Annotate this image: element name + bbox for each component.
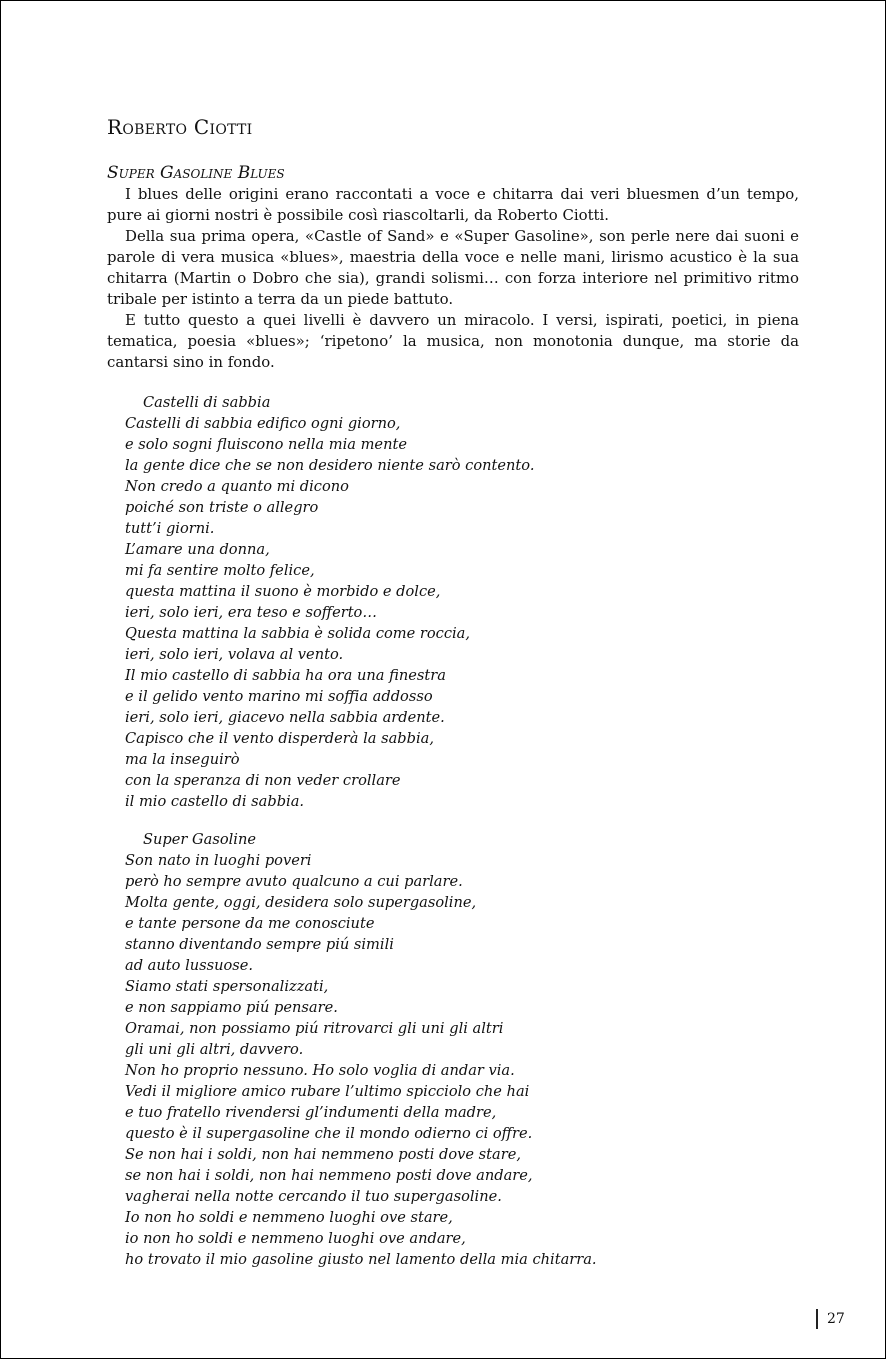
poem-super-gasoline [125, 829, 685, 1270]
poem-line: ieri, solo ieri, era teso e sofferto… [125, 604, 377, 621]
poem-line: e tuo fratello rivendersi gl’indumenti della madre, [125, 1104, 497, 1121]
paragraph: I blues delle origini erano raccontati a voce e chitarra dai veri bluesmen d’un tempo, pure ai giorni nostri è possibile così riascoltarli, da Roberto Ciotti. [107, 185, 799, 224]
poem-line: Oramai, non possiamo piú ritrovarci gli uni gli altri [125, 1020, 504, 1037]
poem-line: ad auto lussuose. [125, 957, 254, 974]
poem-title: Super Gasoline [143, 831, 256, 848]
poem-line: gli uni gli altri, davvero. [125, 1041, 304, 1058]
poem-line: questa mattina il suono è morbido e dolce, [125, 583, 441, 600]
poem-line: Capisco che il vento disperderà la sabbia, [125, 730, 434, 747]
poem-line: L’amare una donna, [125, 541, 270, 558]
page-number: 27 [827, 1311, 845, 1327]
poem-line: tutt’i giorni. [125, 520, 215, 537]
poem-line: Non ho proprio nessuno. Ho solo voglia di andar via. [125, 1062, 515, 1079]
poem-line: Siamo stati spersonalizzati, [125, 978, 329, 995]
poem-line: ieri, solo ieri, giacevo nella sabbia ardente. [125, 709, 445, 726]
poem-line: mi fa sentire molto felice, [125, 562, 315, 579]
poem-line: vagherai nella notte cercando il tuo supergasoline. [125, 1188, 502, 1205]
poem-line: e il gelido vento marino mi soffia addosso [125, 688, 433, 705]
poem-line: Questa mattina la sabbia è solida come roccia, [125, 625, 471, 642]
poem-line: la gente dice che se non desidero niente sarò contento. [125, 457, 535, 474]
poem-line: se non hai i soldi, non hai nemmeno posti dove andare, [125, 1167, 533, 1184]
poem-line: e tante persone da me conosciute [125, 915, 375, 932]
poem-line: Castelli di sabbia edifico ogni giorno, [125, 415, 401, 432]
author-heading: Roberto Ciotti [107, 115, 253, 139]
poem-title: Castelli di sabbia [143, 394, 271, 411]
poem-line: stanno diventando sempre piú simili [125, 936, 394, 953]
poem-line: questo è il supergasoline che il mondo odierno ci offre. [125, 1125, 533, 1142]
poem-line: io non ho soldi e nemmeno luoghi ove andare, [125, 1230, 466, 1247]
paragraph: Della sua prima opera, «Castle of Sand» e «Super Gasoline», son perle nere dai suoni e parole di vera musica «blues», maestria della voce e nelle mani, lirismo acustico è la sua chitarra (Martin o Dobro che sia), grandi solismi… con forza interiore nel primitivo ritmo tribale per istinto a terra da un piede battuto. [107, 227, 799, 308]
poem-line: ieri, solo ieri, volava al vento. [125, 646, 344, 663]
poem-line: Io non ho soldi e nemmeno luoghi ove stare, [125, 1209, 453, 1226]
poem-line: Se non hai i soldi, non hai nemmeno posti dove stare, [125, 1146, 521, 1163]
poem-line: ho trovato il mio gasoline giusto nel lamento della mia chitarra. [125, 1251, 597, 1268]
prose-body [107, 184, 799, 373]
paragraph: E tutto questo a quei livelli è davvero un miracolo. I versi, ispirati, poetici, in piena tematica, poesia «blues»; ‘ripetono’ la musica, non monotonia dunque, ma storie da cantarsi sino in fondo. [107, 311, 799, 371]
poem-line: Non credo a quanto mi dicono [125, 478, 349, 495]
poem-line: ma la inseguirò [125, 751, 240, 768]
poem-line: con la speranza di non veder crollare [125, 772, 401, 789]
section-subtitle: Super Gasoline Blues [107, 163, 285, 183]
poem-castelli-di-sabbia [125, 392, 685, 812]
poem-line: e solo sogni fluiscono nella mia mente [125, 436, 407, 453]
poem-line: però ho sempre avuto qualcuno a cui parlare. [125, 873, 463, 890]
poem-line: poiché son triste o allegro [125, 499, 319, 516]
poem-line: Son nato in luoghi poveri [125, 852, 312, 869]
page-number-rule [816, 1309, 818, 1329]
poem-line: Vedi il migliore amico rubare l’ultimo spicciolo che hai [125, 1083, 530, 1100]
poem-line: Il mio castello di sabbia ha ora una finestra [125, 667, 446, 684]
poem-line: il mio castello di sabbia. [125, 793, 305, 810]
poem-line: Molta gente, oggi, desidera solo supergasoline, [125, 894, 477, 911]
poem-line: e non sappiamo piú pensare. [125, 999, 338, 1016]
